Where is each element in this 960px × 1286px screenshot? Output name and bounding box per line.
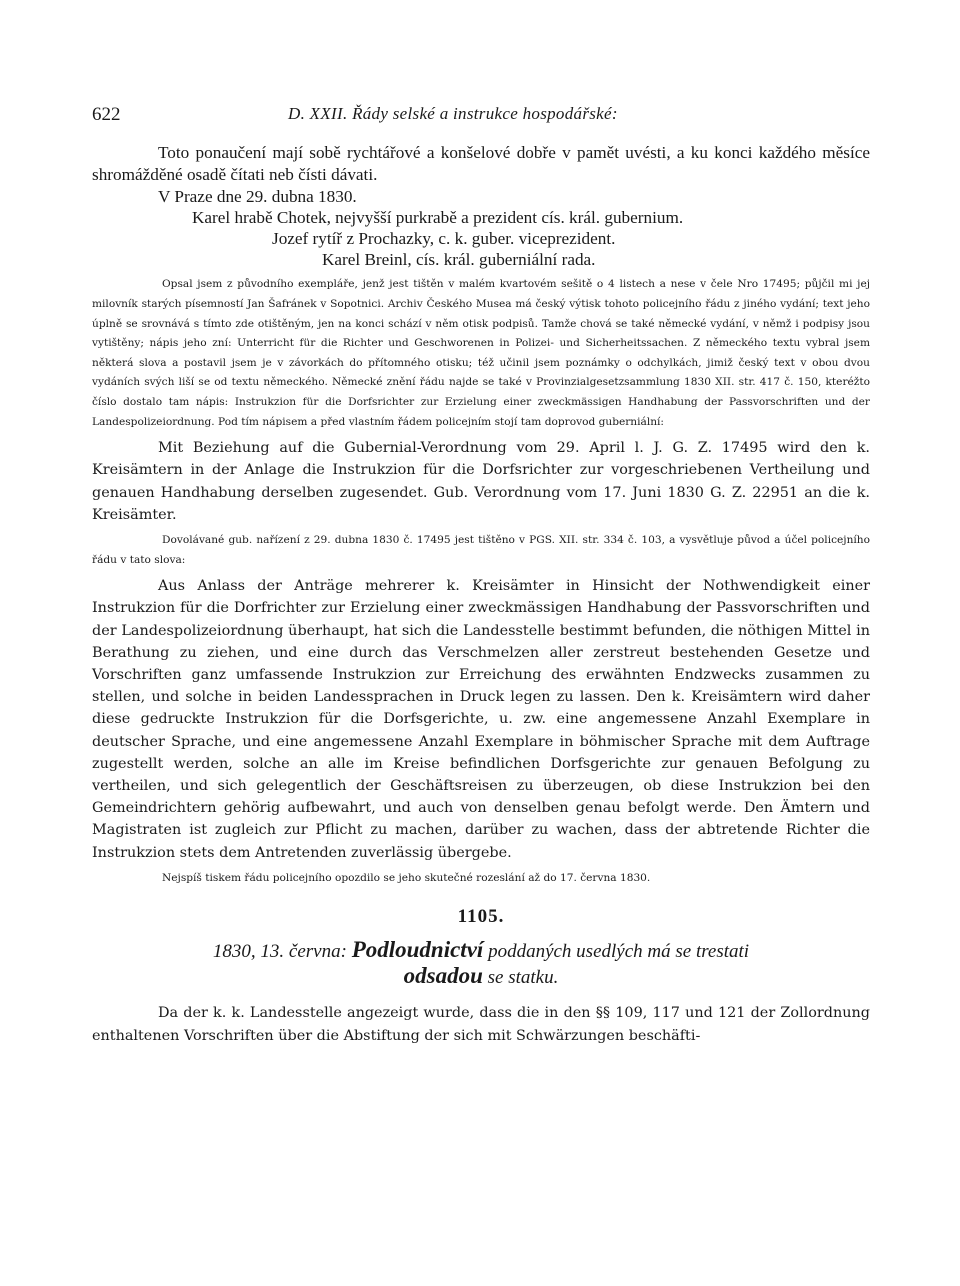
entry-title-text: poddaných usedlých má se trestati [488,941,750,963]
entry-number: 1105. [457,906,505,928]
quoted-decree: Mit Beziehung auf die Gubernial-Verordnung vom 29. April l. J. G. Z. 17495 wird den k. Kreisämtern in der Anlage die Instrukzion für die Dorfsrichter zur vorgeschriebenen Vertheilung und genauen Handhabung derselben zugesendet. Gub. Verordnung vom 17. Juni 1830 G. Z. 22951 an die k. Kreisämter. [92,440,870,523]
page-content [92,142,870,1047]
editorial-note: Nejspíš tiskem řádu policejního opozdilo se jeho skutečné rozeslání až do 17. června 1830. [162,871,651,884]
running-head: D. XXII. Řády selské a instrukce hospodářské: [288,104,618,123]
page-header [92,104,868,132]
page-number: 622 [92,104,121,125]
entry-title [92,938,870,990]
signature-line: Karel Breinl, cís. král. guberniální rada. [322,250,596,270]
editorial-note: Dovolávané gub. nařízení z 29. dubna 1830 č. 17495 jest tištěno v PGS. XII. str. 334 č. 103, a vysvětluje původ a účel policejního řádu v tato slova: [92,533,870,566]
entry-title-date: 1830, 13. června: [212,941,347,963]
entry-title-text: se statku. [487,967,559,989]
signature-line: Karel hrabě Chotek, nejvyšší purkrabě a prezident cís. král. gubernium. [192,208,684,228]
editorial-note: Opsal jsem z původního exempláře, jenž jest tištěn v malém kvartovém sešitě o 4 listech a nese v čele Nro 17495; půjčil mi jej milovník starých písemností Jan Šafránek v Sopotnici. Archiv Českého Musea má český výtisk tohoto policejního řádu z jiného vydání; text jeho úplně se srovnává s tímto zde otištěným, jen na konci schází v něm otisk podpisů. Tamže chová se také německé vydání, v němž i podpisy jsou vytištěny; nápis jeho zní: Unterricht für die Richter und Geschworenen in Polizei- und Sicherheitssachen. Z německého textu vybral jsem některá slova a postavil jsem je v závorkách do přítomného otisku; též učinil jsem poznámky o odchylkách, jimiž český text v obou dvou vydáních svých liší se od textu německého. Německé znění řádu najde se také v Provinzialgesetzsammlung 1830 XII. str. 417 č. 150, kteréžto číslo dostalo tam nápis: Instrukzion für die Dorfsrichter zur Erzielung einer zweckmässigen Handhabung der Passvorschriften und der Landespolizeiordnung. Pod tím nápisem a před vlastním řádem policejním stojí tam doprovod guberniální: [92,278,870,428]
intro-paragraph: Toto ponaučení mají sobě rychtářové a konšelové dobře v pamět uvésti, a ku konci každého měsíce shromážděné osadě čítati neb čísti dávati. [92,143,870,185]
entry-text: Da der k. k. Landesstelle angezeigt wurde, dass die in den §§ 109, 117 und 121 der Zollordnung enthaltenen Vorschriften über die Abstiftung der sich mit Schwärzungen beschäfti- [92,1005,870,1044]
entry-title-keyword: Podloudnictví [351,937,484,963]
signature-line: Jozef rytíř z Prochazky, c. k. guber. viceprezident. [272,229,616,249]
date-line: V Praze dne 29. dubna 1830. [158,187,357,207]
entry-title-keyword: odsadou [403,963,483,989]
quoted-decree: Aus Anlass der Anträge mehrerer k. Kreisämter in Hinsicht der Nothwendigkeit einer Instrukzion für die Dorfrichter zur Erzielung einer zweckmässigen Handhabung der Passvorschriften und der Landespolizeiordnung überhaupt, hat sich die Landesstelle bestimmt befunden, die nöthigen Mittel in Berathung zu ziehen, und eine durch das Verschmelzen aller zerstreut bestehenden Gesetze und Vorschriften ganz umfassende Instrukzion zur Erreichung des erwähnten Endzwecks zusammen zu stellen, und solche in beiden Landessprachen in Druck legen zu lassen. Den k. Kreisämtern wird daher diese gedruckte Instrukzion für die Dorfsgerichte, u. zw. eine angemessene Anzahl Exemplare in deutscher Sprache, und eine angemessene Anzahl Exemplare in böhmischer Sprache mit dem Auftrage zugestellt werden, solche an alle im Kreise befindlichen Dorfsgerichte zur genauen Befolgung zu vertheilen, und sich gelegentlich der Geschäftsreisen zu überzeugen, ob diese Instrukzion bei den Gemeindrichtern gehörig aufbewahrt, und auch von denselben genau befolgt werde. Den Ämtern und Magistraten ist zugleich zur Pflicht zu machen, darüber zu wachen, dass der abtretende Richter die Instrukzion stets dem Antretenden zuverlässig übergebe. [92,578,870,861]
